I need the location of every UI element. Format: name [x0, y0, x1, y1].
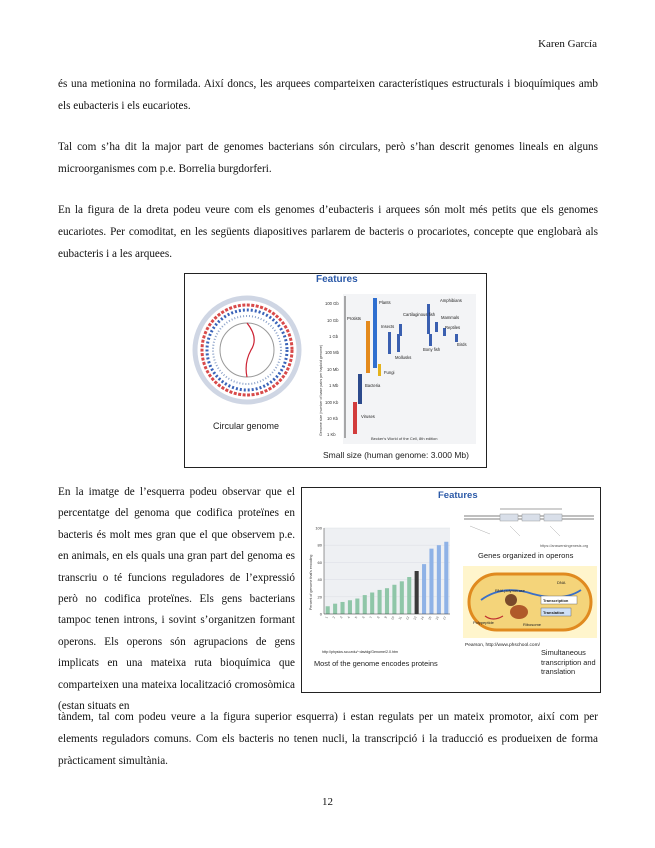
chart-source: http://physics.scu.edu/~davidg/Genome/2.0.htm	[322, 650, 399, 654]
figure2-title: Features	[438, 490, 478, 501]
genome-gc-trace	[246, 323, 254, 377]
chart-bar	[326, 606, 330, 614]
label-reptiles: Reptiles	[445, 325, 461, 330]
chart-x-tick: 6	[361, 615, 366, 620]
tick-100gb: 100 Gb	[325, 301, 339, 306]
cell-label-ribosome: Ribosome	[523, 622, 542, 627]
operon-gene-a	[500, 514, 518, 521]
chart-x-tick: 15	[427, 615, 433, 621]
chart-x-tick: 16	[434, 615, 440, 621]
y-axis-label: Genome size (number of base pairs per haploid genome)	[319, 344, 323, 436]
bar-bacteria	[358, 374, 362, 404]
chart-bar	[363, 595, 367, 614]
bar-amphibians	[427, 304, 430, 334]
bacterial-cell-diagram	[463, 566, 597, 638]
label-protists: Protists	[347, 316, 361, 321]
chart-bar	[385, 588, 389, 614]
tick-10kb: 10 Kb	[327, 416, 338, 421]
chart-x-tick: 5	[353, 615, 359, 620]
chart-x-tick: 7	[368, 615, 374, 620]
small-size-caption: Small size (human genome: 3.000 Mb)	[323, 450, 469, 460]
cell-rna-polymerase	[505, 594, 517, 606]
cell-label-rna-polymerase: RNA polymerase	[495, 588, 526, 593]
label-mollusks: Mollusks	[395, 355, 412, 360]
tick-100kb: 100 Kb	[325, 400, 339, 405]
protein-coding-bar-chart	[306, 522, 456, 654]
chart-x-tick: 2	[331, 615, 337, 620]
bar-bony-fish	[429, 334, 432, 346]
label-bony-fish: Bony fish	[423, 347, 441, 352]
figure1-source: Becker's World of the Cell, 8th edition	[371, 436, 438, 441]
figure-bacterial-features	[301, 487, 601, 693]
label-birds: Birds	[457, 342, 467, 347]
chart-x-tick: 13	[412, 615, 418, 621]
bar-mollusks	[397, 334, 400, 352]
operon-caption: Genes organized in operons	[478, 551, 574, 560]
label-bacteria: Bacteria	[365, 383, 381, 388]
chart-y-tick: 100	[315, 525, 322, 531]
label-insects: Insects	[381, 324, 395, 329]
chart-x-tick: 12	[405, 615, 411, 621]
page-header-author: Karen García	[538, 38, 597, 50]
chart-y-tick: 40	[317, 577, 322, 583]
bar-mammals	[435, 322, 438, 332]
chart-y-tick: 60	[317, 559, 322, 565]
label-amphibians: Amphibians	[440, 298, 462, 303]
circular-genome-caption: Circular genome	[213, 421, 280, 431]
operon-diagram	[460, 502, 598, 550]
genome-ring-blue	[207, 310, 287, 390]
chart-y-label: Percent of genome that's encoding	[309, 554, 313, 610]
bar-fungi	[378, 364, 381, 376]
chart-x-tick: 1	[324, 615, 329, 620]
y-axis-ticks	[325, 301, 340, 437]
genome-ring-inner	[220, 323, 274, 377]
chart-bar	[378, 590, 382, 614]
chart-bar	[348, 600, 352, 614]
chart-bar	[407, 577, 411, 614]
paragraph-1: és una metionina no formilada. Així doncs, les arquees comparteixen característiques estructurals i bioquímiques amb els eubacteris i els eucariotes.	[58, 78, 598, 112]
tick-1mb: 1 Mb	[329, 383, 339, 388]
chart-bar	[444, 542, 448, 614]
paragraph-3: En la figura de la dreta podeu veure com els genomes d’eubacteris i arquees són molt més petits que els genomes eucariotes. Per comoditat, en les següents diapositives parlarem de bacteris o procariotes, concepte que englobarà als eubacteris i a les arquees.	[58, 204, 598, 260]
chart-y-tick: 80	[317, 542, 322, 548]
genome-size-chart	[317, 286, 482, 446]
tick-1gb: 1 Gb	[329, 334, 339, 339]
chart-bar	[415, 571, 419, 614]
chart-caption: Most of the genome encodes proteins	[314, 659, 438, 668]
label-fungi: Fungi	[384, 370, 395, 375]
chart-x-tick: 3	[339, 615, 344, 620]
chart-x-tick: 9	[383, 615, 388, 620]
label-viruses: Viruses	[361, 414, 375, 419]
tick-100mb: 100 Mb	[325, 350, 339, 355]
chart-x-tick: 10	[390, 615, 396, 621]
chart-bar	[422, 564, 426, 614]
tick-1kb: 1 Kb	[327, 432, 336, 437]
cell-label-dna: DNA	[557, 580, 566, 585]
genome-ring-red	[202, 305, 292, 395]
operon-source: https://answersingenesis.org	[540, 544, 589, 548]
chart-x-tick: 8	[376, 615, 381, 620]
bar-viruses	[353, 402, 357, 434]
chart-x-tick: 11	[397, 615, 403, 621]
operon-gene-c	[544, 514, 562, 521]
bar-protists	[366, 321, 370, 373]
chart-y-tick: 20	[317, 594, 322, 600]
bar-insects	[388, 332, 391, 354]
label-plants: Plants	[379, 300, 391, 305]
bar-birds	[455, 334, 458, 342]
genome-ring-outer	[195, 298, 299, 402]
chart-bar	[392, 585, 396, 614]
cell-label-translation: Translation	[543, 610, 565, 615]
chart-x-tick: 17	[442, 615, 448, 621]
circular-genome-diagram	[189, 288, 309, 418]
chart-y-tick: 0	[319, 611, 322, 617]
figure-genome-features	[184, 273, 487, 468]
chart-bar	[400, 581, 404, 614]
page-number: 12	[322, 796, 333, 808]
paragraph-4-left: En la imatge de l’esquerra podeu observar que el percentatge del genoma que codifica proteïnes en bacteris és molt mes gran que el que observem p.e. en animals, en els quals una gran part del genoma es transcriu o té funcions reguladores de l’expressió però no codifica proteïnes. Els gens bacterians tampoc tenen introns, i sovint s’organitzen formant operons. Els operons són agrupacions de gens implicats en una mateixa ruta bioquímica que comparteixen una mateixa localització cromosòmica (estan situats en	[58, 486, 295, 713]
cell-caption: Simultaneous transcription and translation	[541, 648, 596, 676]
chart-bar	[333, 604, 337, 614]
tick-10mb: 10 Mb	[327, 367, 339, 372]
tick-10gb: 10 Gb	[327, 318, 339, 323]
paragraph-2: Tal com s’ha dit la major part de genomes bacterians són circulars, però s’han descrit genomes lineals en alguns microorganismes com p.e. Borrelia burgdorferi.	[58, 141, 598, 175]
figure1-title: Features	[316, 274, 358, 285]
cell-source: Pearson, http://www.phschool.com/	[465, 643, 540, 648]
chart-bar	[437, 545, 441, 614]
operon-gene-b	[522, 514, 540, 521]
chart-bar	[429, 549, 433, 614]
bar-plants	[373, 298, 377, 368]
cell-label-transcription: Transcription	[543, 598, 569, 603]
chart-x-tick: 14	[419, 615, 425, 621]
chart-x-tick: 4	[346, 615, 351, 620]
cell-label-polypeptide: Polypeptide	[473, 620, 494, 625]
chart-bar	[340, 602, 344, 614]
label-cartilaginous-fish: Cartilaginous fish	[403, 312, 436, 317]
label-mammals: Mammals	[441, 315, 460, 320]
chart-bar	[370, 593, 374, 615]
chart-bar	[355, 599, 359, 614]
paragraph-4-continued: tàndem, tal com podeu veure a la figura superior esquerra) i estan regulats per un mateix promotor, així com per elements reguladors comuns. Com els bacteris no tenen nucli, la transcripció i la traducció es produeixen de forma pràcticament simultània.	[58, 711, 598, 767]
cell-ribosome	[510, 605, 528, 619]
